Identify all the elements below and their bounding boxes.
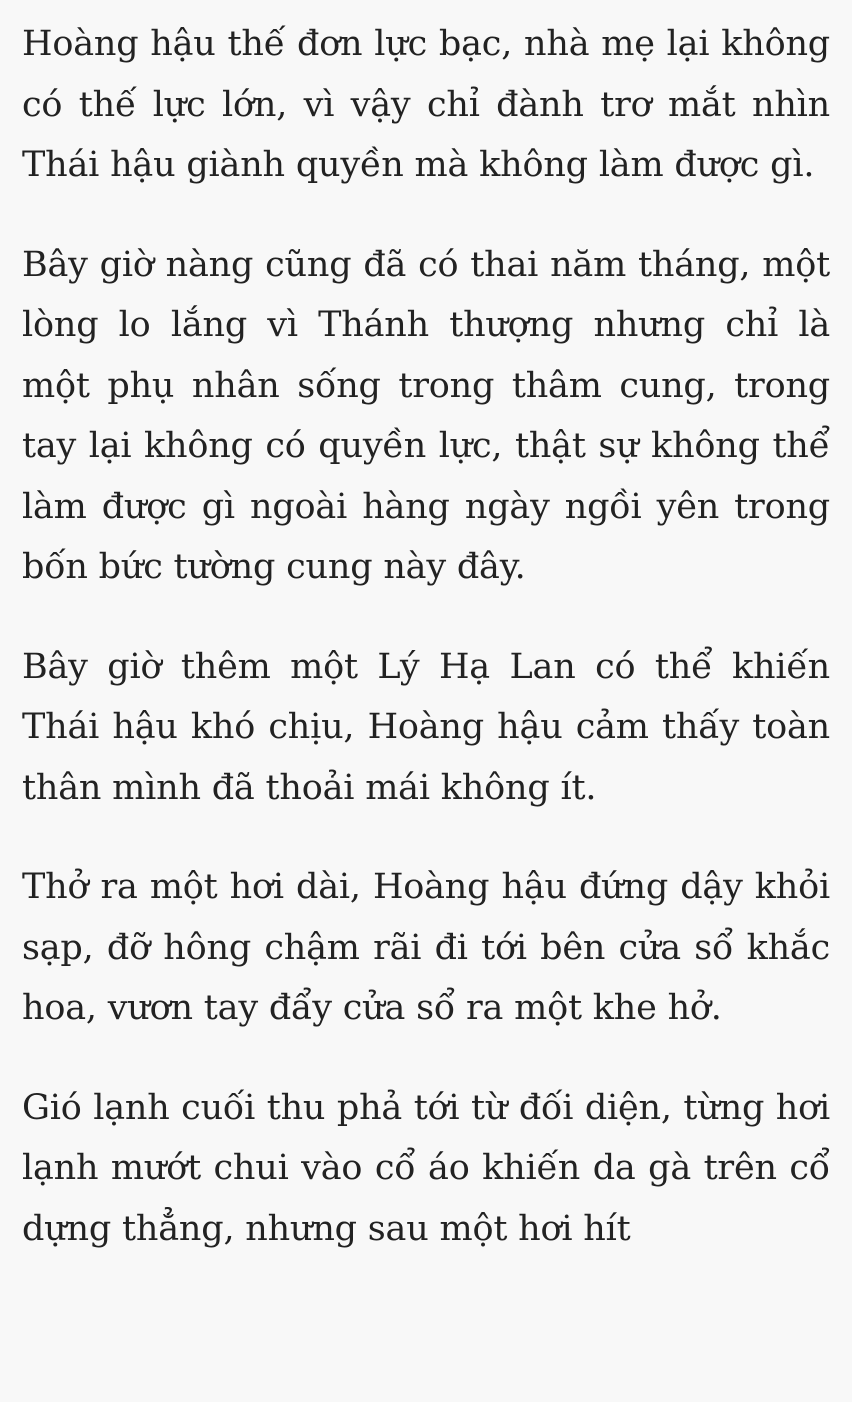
paragraph-1: Hoàng hậu thế đơn lực bạc, nhà mẹ lại không có thế lực lớn, vì vậy chỉ đành trơ mắt nhìn Thái hậu giành quyền mà không làm được gì. [22, 24, 830, 185]
paragraph-3: Bây giờ thêm một Lý Hạ Lan có thể khiến Thái hậu khó chịu, Hoàng hậu cảm thấy toàn thân mình đã thoải mái không ít. [22, 646, 830, 808]
paragraph-4: Thở ra một hơi dài, Hoàng hậu đứng dậy khỏi sạp, đỡ hông chậm rãi đi tới bên cửa sổ khắc hoa, vươn tay đẩy cửa sổ ra một khe hở. [22, 867, 830, 1028]
paragraph-5: Gió lạnh cuối thu phả tới từ đối diện, từng hơi lạnh mướt chui vào cổ áo khiến da gà trên cổ dựng thẳng, nhưng sau một hơi hít [22, 1087, 830, 1249]
paragraph-2: Bây giờ nàng cũng đã có thai năm tháng, một lòng lo lắng vì Thánh thượng nhưng chỉ là một phụ nhân sống trong thâm cung, trong tay lại không có quyền lực, thật sự không thể làm được gì ngoài hàng ngày ngồi yên trong bốn bức tường cung này đây. [22, 244, 830, 587]
